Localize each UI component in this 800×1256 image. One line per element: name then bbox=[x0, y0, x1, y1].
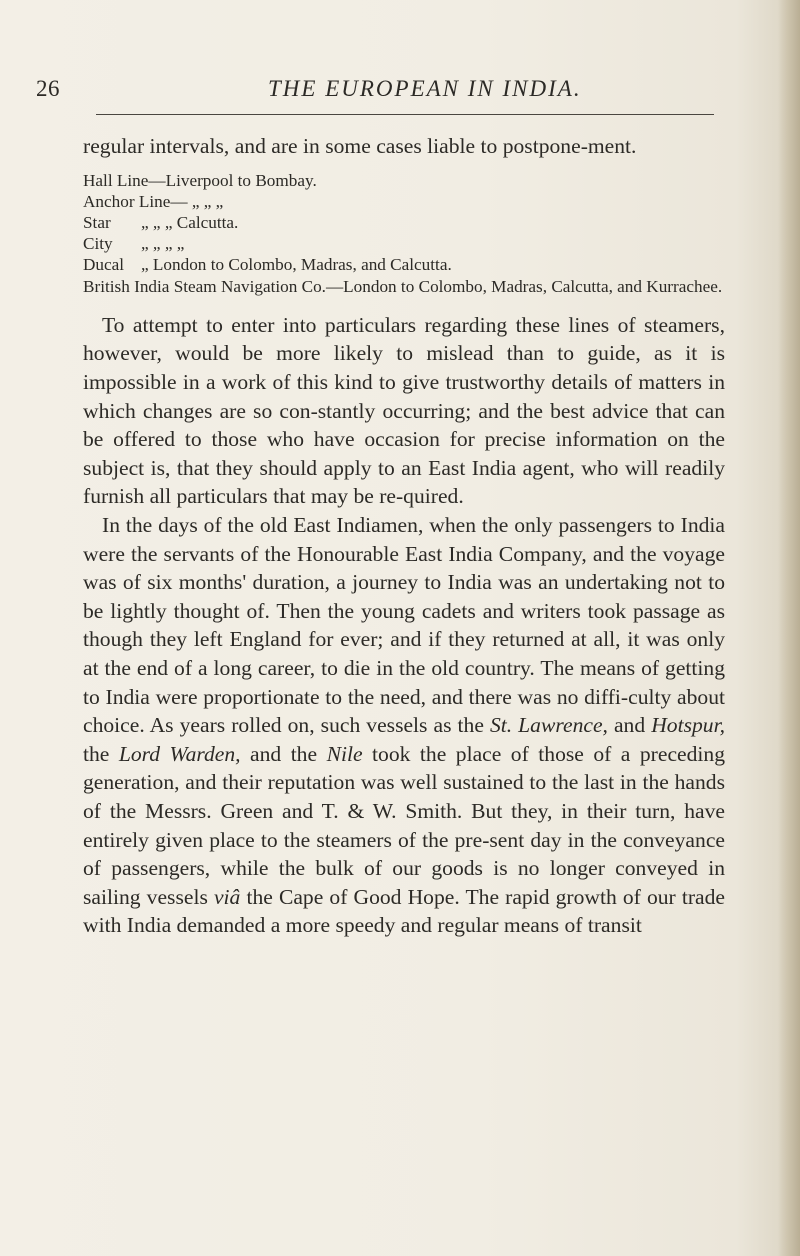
running-title: THE EUROPEAN IN INDIA. bbox=[268, 76, 582, 101]
line-route: „ „ „ „ bbox=[141, 234, 185, 254]
opening-text: regular intervals, and are in some cases liable to postpone-ment. bbox=[83, 134, 637, 158]
steamer-line-item bbox=[83, 170, 725, 191]
line-name: Anchor Line bbox=[83, 191, 171, 211]
paragraph-steamer-particulars: To attempt to enter into particulars regarding these lines of steamers, however, would be more likely to mislead than to guide, as it is impossible in a work of this kind to give trustworthy details of matters in which changes are so con-stantly occurring; and the best advice that can be offered to those who have occasion for precise information on the subject is, that they should apply to an East India agent, who will readily furnish all particulars that may be re-quired. bbox=[83, 312, 725, 509]
page-number: 26 bbox=[36, 76, 60, 101]
paragraph-text: the bbox=[83, 741, 119, 766]
paragraph-text: the Cape of Good Hope. The rapid growth of our trade with India demanded a more speedy and regular means of transit bbox=[83, 884, 725, 938]
steamer-line-item bbox=[83, 212, 725, 233]
steamer-line-item bbox=[83, 191, 725, 212]
line-route: — „ „ „ bbox=[170, 191, 224, 211]
steamer-line-item bbox=[83, 233, 725, 254]
via-word: viâ bbox=[213, 884, 241, 909]
steamer-lines-list bbox=[83, 170, 725, 297]
paragraph-east-indiamen bbox=[83, 511, 725, 940]
header-rule bbox=[96, 114, 714, 115]
line-route: —London to Colombo, Madras, Calcutta, and Kurrachee. bbox=[325, 276, 723, 296]
steamer-line-item bbox=[83, 276, 725, 297]
paragraph-text: and bbox=[607, 713, 652, 738]
ship-name: Hotspur, bbox=[651, 713, 725, 738]
line-name: British India Steam Navigation Co. bbox=[83, 276, 326, 296]
paragraph-text: and the bbox=[240, 741, 327, 766]
line-name: Ducal bbox=[83, 255, 125, 275]
line-route: —Liverpool to Bombay. bbox=[148, 170, 317, 190]
line-name: Hall Line bbox=[83, 170, 149, 190]
steamer-line-item bbox=[83, 254, 725, 275]
line-route: „ „ „ Calcutta. bbox=[141, 213, 239, 232]
page-body bbox=[83, 132, 725, 940]
page-header bbox=[36, 76, 756, 106]
paragraph-text: took the place of those of a preceding generation, and their reputation was well sustained to the last in the hands of the Messrs. Green and T. & W. Smith. But they, in their turn, have entirely given place to the steamers of the pre-sent day in the conveyance of passengers, while the bulk of our goods is no longer conveyed in sailing vessels bbox=[83, 741, 726, 909]
line-route: „ London to Colombo, Madras, and Calcutta. bbox=[141, 255, 452, 275]
line-name: City bbox=[83, 234, 113, 254]
page-edge bbox=[778, 0, 800, 1256]
ship-name: Nile bbox=[326, 741, 363, 766]
paragraph-text: In the days of the old East Indiamen, when the only passengers to India were the servants of the Honourable East India Company, and the voyage was of six months' duration, a journey to India was an undertaking not to be lightly thought of. Then the young cadets and writers took passage as though they left England for ever; and if they returned at all, it was only at the end of a long career, to die in the old country. The means of getting to India were proportionate to the need, and there was no diffi-culty about choice. As years rolled on, such vessels as the bbox=[83, 512, 725, 738]
ship-name: Lord Warden, bbox=[118, 741, 241, 766]
line-name: Star bbox=[83, 213, 111, 232]
ship-name: St. Lawrence, bbox=[489, 713, 608, 738]
